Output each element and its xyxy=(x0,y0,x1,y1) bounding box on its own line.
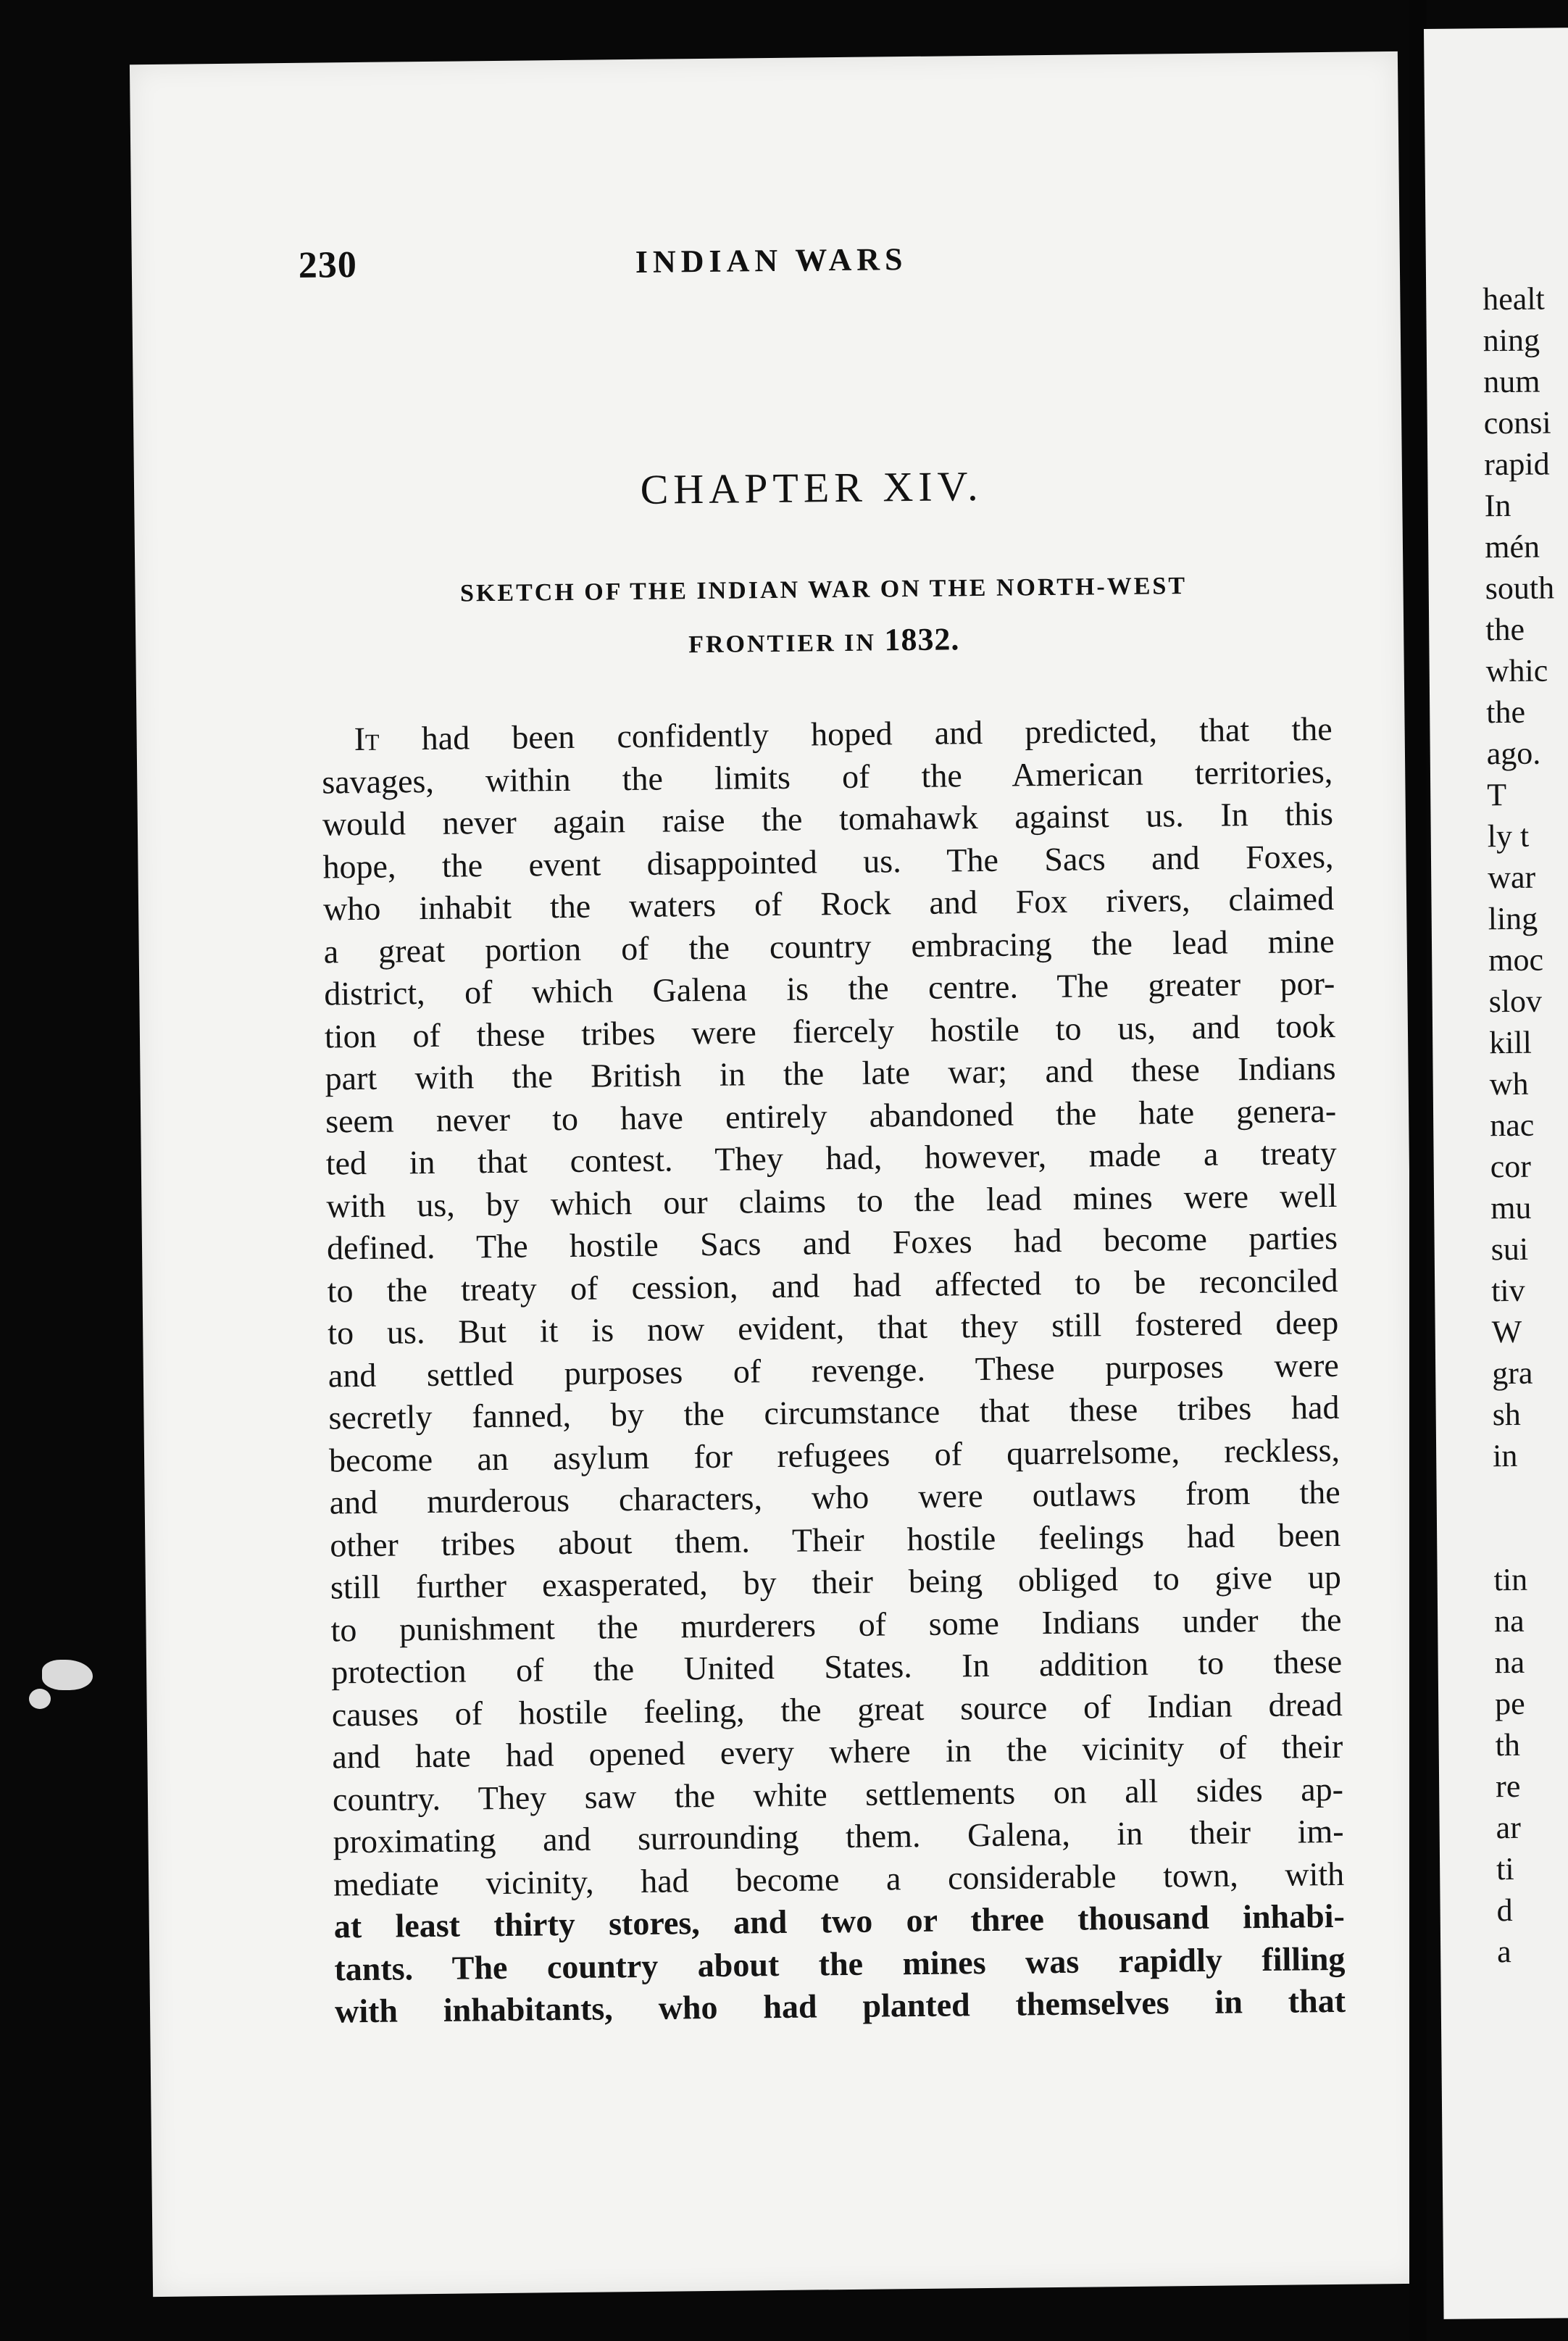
facing-page-line: ar xyxy=(1496,1809,1522,1846)
body-line: a great portion of the country embracing the lead mine xyxy=(323,922,1335,970)
chapter-subtitle xyxy=(330,560,1317,674)
lead-word: It xyxy=(354,720,380,758)
facing-page-line: ling xyxy=(1488,900,1538,937)
chapter-subtitle-year: 1832. xyxy=(884,621,960,658)
body-line: part with the British in the late war; and these Indians xyxy=(325,1049,1336,1097)
body-line: secretly fanned, by the circumstance that these tribes had xyxy=(328,1388,1340,1436)
chapter-subtitle-text: FRONTIER IN xyxy=(688,629,877,659)
facing-page-line: ning xyxy=(1482,322,1540,359)
body-line: tion of these tribes were fiercely hostile to us, and took xyxy=(324,1007,1336,1055)
body-line: to punishment the murderers of some Indians under the xyxy=(330,1600,1342,1648)
facing-page-line: In xyxy=(1484,487,1511,524)
body-line: ted in that contest. They had, however, made a treaty xyxy=(325,1134,1337,1182)
facing-page-line: in xyxy=(1492,1437,1518,1474)
body-line: at least thirty stores, and two or three thousand inhabi- xyxy=(333,1897,1346,1945)
facing-page-line: mu xyxy=(1490,1189,1532,1226)
body-line: savages, within the limits of the American territories, xyxy=(322,752,1333,801)
body-line: mediate vicinity, had become a considerable town, with xyxy=(333,1855,1345,1903)
body-line: and settled purposes of revenge. These purposes were xyxy=(328,1346,1340,1394)
book-gutter xyxy=(1409,0,1427,2341)
body-line: with inhabitants, who had planted themselves in that xyxy=(334,1982,1346,2030)
facing-page-line: tiv xyxy=(1490,1272,1525,1309)
facing-page-line: th xyxy=(1495,1726,1521,1763)
page-number: 230 xyxy=(298,244,358,286)
body-line: district, of which Galena is the centre. The greater por- xyxy=(324,964,1335,1013)
body-line: become an asylum for refugees of quarrelsome, reckless, xyxy=(328,1431,1340,1479)
facing-page-line: slov xyxy=(1488,983,1543,1020)
body-line: to the treaty of cession, and had affected to be reconciled xyxy=(327,1261,1338,1309)
facing-page-line: kill xyxy=(1488,1024,1532,1061)
chapter-subtitle-line-1: SKETCH OF THE INDIAN WAR ON THE NORTH-WEST xyxy=(459,573,1188,607)
body-line: to us. But it is now evident, that they still fostered deep xyxy=(327,1303,1339,1352)
facing-page-line: pe xyxy=(1494,1685,1525,1722)
body-line: tants. The country about the mines was rapidly filling xyxy=(334,1939,1346,1987)
facing-page-line: nac xyxy=(1489,1107,1535,1144)
facing-page-line: tin xyxy=(1493,1561,1528,1598)
running-title: INDIAN WARS xyxy=(635,241,908,280)
body-line: hope, the event disappointed us. The Sacs and Foxes, xyxy=(322,837,1334,886)
body-line-text: had been confidently hoped and predicted, that the xyxy=(379,710,1333,757)
facing-page-line: mén xyxy=(1485,528,1540,565)
body-line: causes of hostile feeling, the great source of Indian dread xyxy=(331,1685,1343,1733)
body-line: and hate had opened every where in the vicinity of their xyxy=(332,1727,1343,1776)
facing-page-line: ago. xyxy=(1486,735,1541,772)
facing-page-line: num xyxy=(1483,363,1540,400)
body-line: defined. The hostile Sacs and Foxes had become parties xyxy=(326,1218,1338,1267)
facing-page-line: T xyxy=(1487,777,1507,813)
facing-page-line: W xyxy=(1491,1313,1522,1350)
body-line: proximating and surrounding them. Galena, in their im- xyxy=(333,1812,1344,1860)
chapter-subtitle-line-2 xyxy=(331,610,1317,674)
facing-page-line: ly t xyxy=(1487,818,1530,855)
facing-page-line: war xyxy=(1488,859,1536,896)
body-paragraph xyxy=(321,708,1346,2033)
facing-page-line: ti xyxy=(1496,1851,1514,1887)
chapter-title: CHAPTER XIV. xyxy=(640,462,983,513)
scan-artifact xyxy=(29,1689,51,1709)
body-line: with us, by which our claims to the lead mines were well xyxy=(326,1176,1338,1224)
facing-page-line: rapid xyxy=(1484,446,1550,483)
body-line: protection of the United States. In addition to these xyxy=(330,1642,1343,1691)
facing-page-line: the xyxy=(1486,694,1526,731)
facing-page-line: na xyxy=(1493,1602,1525,1639)
facing-page-line: d xyxy=(1496,1892,1513,1929)
book-page-left xyxy=(130,51,1421,2297)
facing-page-line: moc xyxy=(1488,941,1544,978)
facing-page-line: na xyxy=(1494,1644,1525,1681)
body-line: and murderous characters, who were outlaws from the xyxy=(329,1473,1340,1521)
body-line: would never again raise the tomahawk against us. In this xyxy=(322,794,1334,843)
facing-page-line: a xyxy=(1496,1934,1511,1970)
facing-page-line: re xyxy=(1495,1768,1521,1805)
body-line: seem never to have entirely abandoned the hate genera- xyxy=(325,1092,1337,1139)
body-line: other tribes about them. Their hostile feelings had been xyxy=(330,1515,1341,1563)
facing-page-line: the xyxy=(1485,611,1525,648)
facing-page-line: whic xyxy=(1485,652,1548,689)
facing-page-line: sui xyxy=(1490,1231,1529,1268)
facing-page-text xyxy=(1482,278,1567,1972)
facing-page-line: healt xyxy=(1482,280,1545,317)
body-line: country. They saw the white settlements on all sides ap- xyxy=(332,1770,1344,1818)
running-head xyxy=(132,233,1401,304)
body-line: who inhabit the waters of Rock and Fox rivers, claimed xyxy=(322,879,1335,928)
facing-page-line: cor xyxy=(1490,1148,1532,1185)
facing-page-line: south xyxy=(1485,570,1555,607)
body-line: still further exasperated, by their being obliged to give up xyxy=(330,1558,1342,1606)
facing-page-line: sh xyxy=(1492,1396,1522,1433)
facing-page-line: wh xyxy=(1489,1065,1529,1102)
facing-page-line xyxy=(1493,1476,1562,1559)
book-page-right-partial xyxy=(1424,28,1568,2319)
scan-artifact xyxy=(42,1660,93,1690)
facing-page-line: gra xyxy=(1491,1355,1533,1392)
facing-page-line: consi xyxy=(1483,404,1551,441)
